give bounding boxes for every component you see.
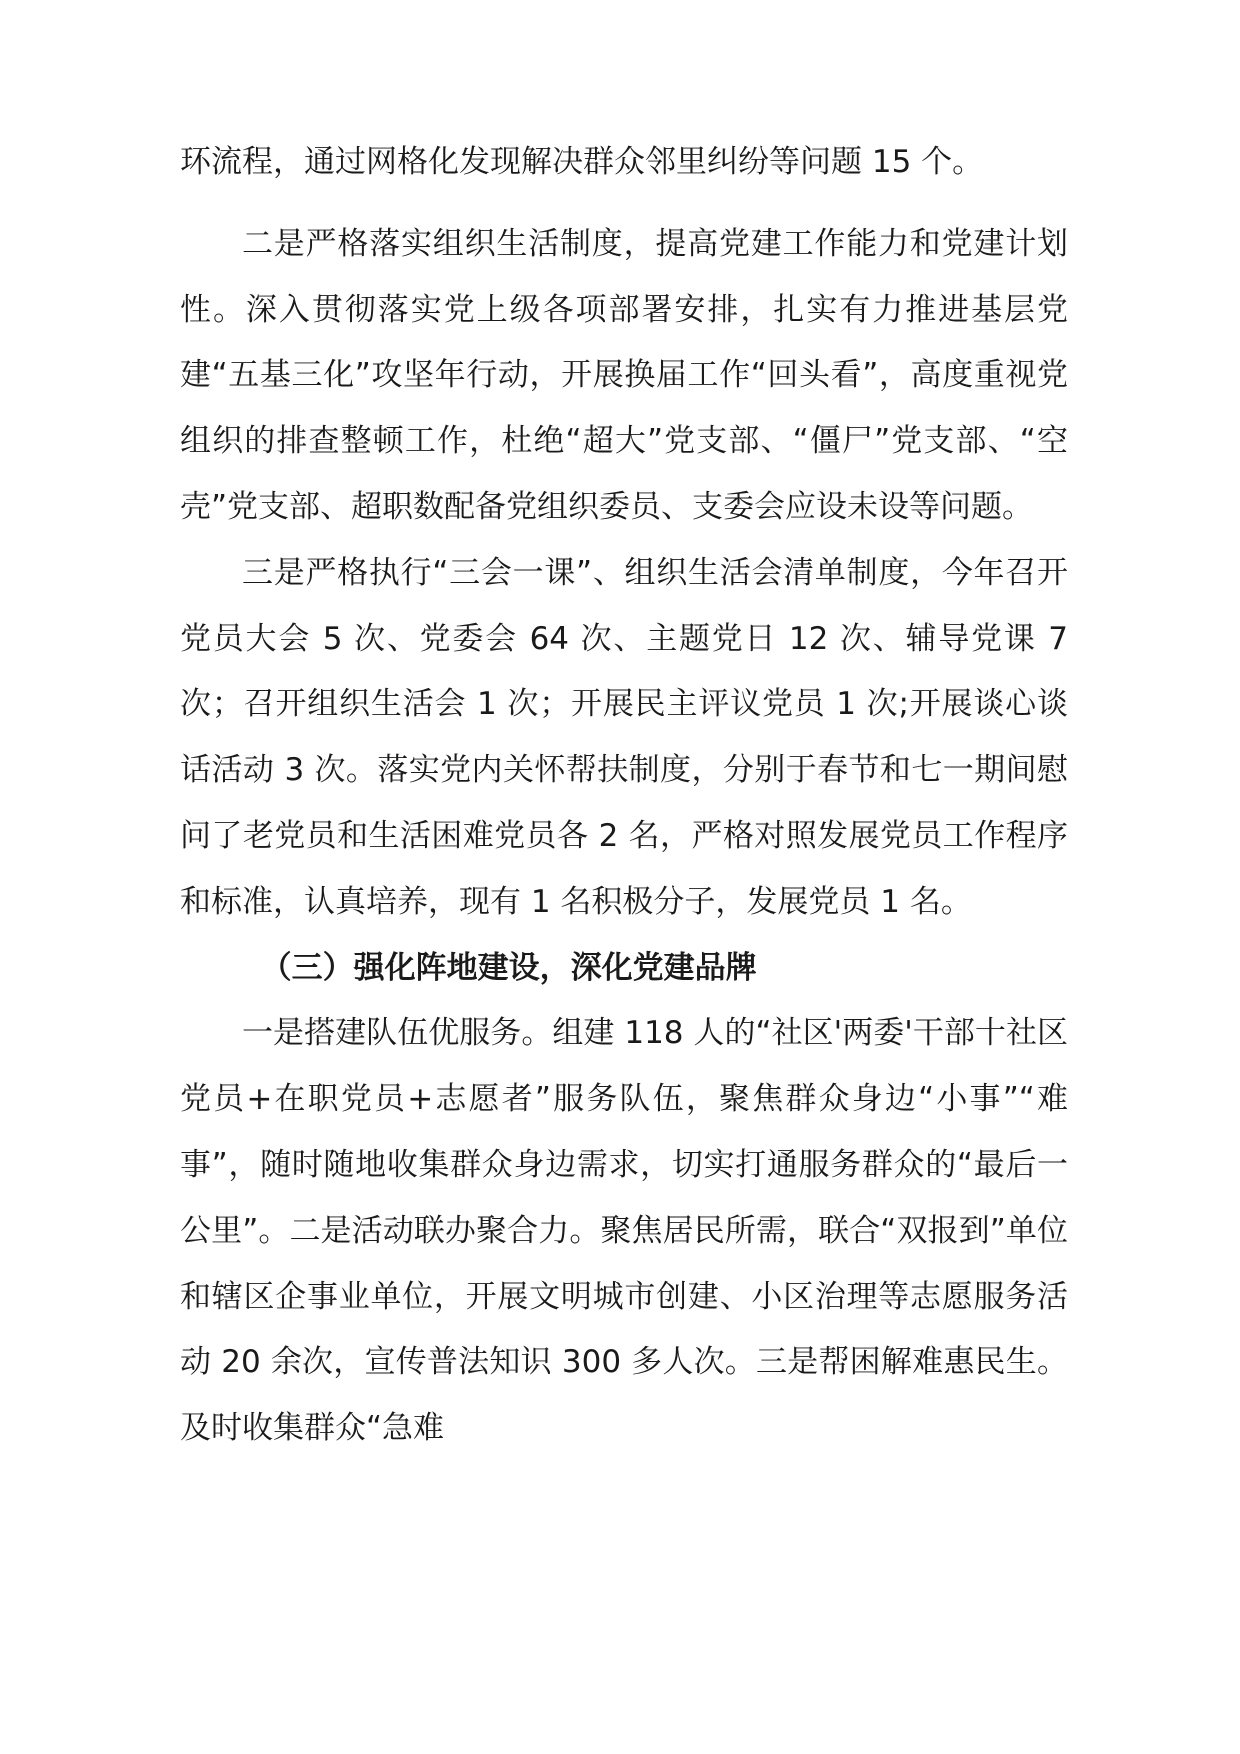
section-heading: （三）强化阵地建设，深化党建品牌 xyxy=(260,949,757,986)
paragraph-three-meetings: 三是严格执行“三会一课”、组织生活会清单制度，今年召开党员大会 5 次、党委会 64 次、主题党日 12 次、辅导党课 7 次；召开组织生活会 1 次；开展民主评议党员 1 次;开展谈心谈话活动 3 次。落实党内关怀帮扶制度，分别于春节和七一期间慰问了老党员和生活困难党员各 2 名，严格对照发展党员工作程序和标准，认真培养，现有 1 名积极分子，发展党员 1 名。 xyxy=(180,554,1068,920)
paragraph-continued: 环流程，通过网格化发现解决群众邻里纠纷等问题 15 个。 xyxy=(180,144,984,180)
paragraph-organization-life: 二是严格落实组织生活制度，提高党建工作能力和党建计划性。深入贯彻落实党上级各项部署安排，扎实有力推进基层党建“五基三化”攻坚年行动，开展换届工作“回头看”，高度重视党组织的排查整顿工作，杜绝“超大”党支部、“僵尸”党支部、“空壳”党支部、超职数配备党组织委员、支委会应设未设等问题。 xyxy=(180,225,1068,525)
document-page xyxy=(180,130,1068,1462)
paragraph-team-service: 一是搭建队伍优服务。组建 118 人的“社区'两委'干部十社区党员+在职党员+志愿者”服务队伍，聚焦群众身边“小事”“难事”，随时随地收集群众身边需求，切实打通服务群众的“最后一公里”。二是活动联办聚合力。聚焦居民所需，联合“双报到”单位和辖区企事业单位，开展文明城市创建、小区治理等志愿服务活动 20 余次，宣传普法知识 300 多人次。三是帮困解难惠民生。及时收集群众“急难 xyxy=(180,1015,1068,1447)
